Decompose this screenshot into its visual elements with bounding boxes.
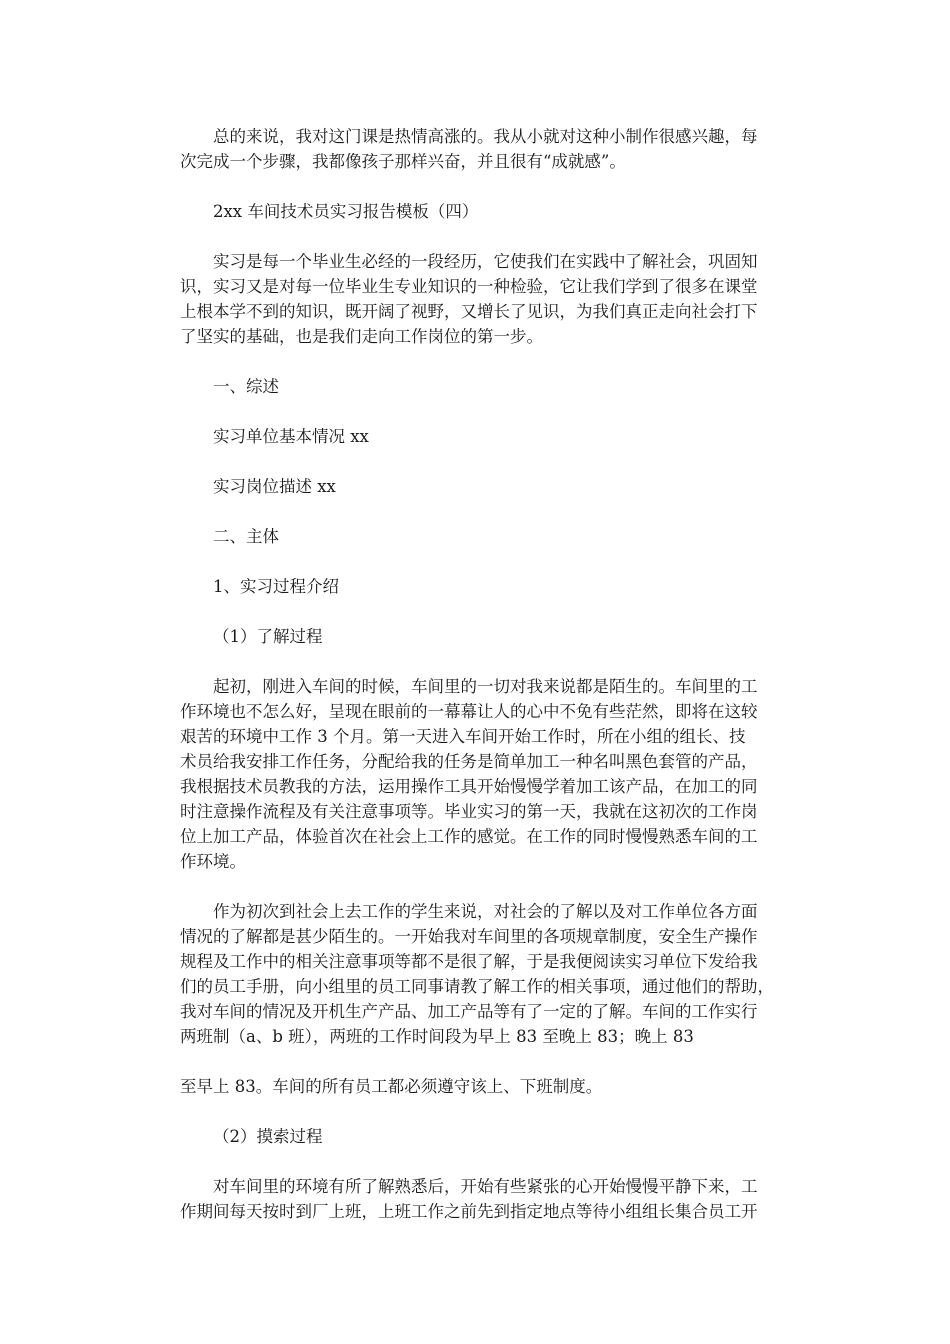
text-line: 规程及工作中的相关注意事项等都不是很了解，于是我便阅读实习单位下发给我 (180, 952, 758, 971)
heading-process (180, 574, 780, 599)
text-line: （2）摸索过程 (213, 1127, 323, 1146)
paragraph-exploration (180, 1174, 780, 1224)
text-line: 识，实习又是对每一位毕业生专业知识的一种检验，它让我们学到了很多在课堂 (180, 277, 758, 296)
text-line: 实习单位基本情况 xx (213, 427, 369, 446)
text-line: 情况的了解都是甚少陌生的。一开始我对车间里的各项规章制度，安全生产操作 (180, 927, 758, 946)
item-position (180, 474, 780, 499)
text-line: 了坚实的基础，也是我们走向工作岗位的第一步。 (180, 327, 543, 346)
text-line: 两班制（a、b 班），两班的工作时间段为早上 83 至晚上 83；晚上 83 (180, 1027, 694, 1046)
paragraph-shift-continued (180, 1074, 780, 1099)
text-line: 作环境。 (180, 852, 246, 871)
text-line: 起初，刚进入车间的时候，车间里的一切对我来说都是陌生的。车间里的工 (213, 677, 758, 696)
paragraph-intro (180, 249, 780, 349)
heading-exploration (180, 1124, 780, 1149)
text-line: 们的员工手册，向小组里的员工同事请教了解工作的相关事项，通过他们的帮助， (180, 977, 774, 996)
text-line: 我对车间的情况及开机生产产品、加工产品等有了一定的了解。车间的工作实行 (180, 1002, 758, 1021)
heading-understanding (180, 624, 780, 649)
heading-overview (180, 374, 780, 399)
paragraph-beginning (180, 674, 780, 874)
text-line: 2xx 车间技术员实习报告模板（四） (213, 202, 479, 221)
text-line: （1）了解过程 (213, 627, 323, 646)
paragraph-first-job (180, 899, 780, 1049)
text-line: 总的来说，我对这门课是热情高涨的。我从小就对这种小制作很感兴趣，每 (213, 127, 758, 146)
heading-main (180, 524, 780, 549)
text-line: 二、主体 (213, 527, 279, 546)
paragraph-summary (180, 124, 780, 174)
text-line: 我根据技术员教我的方法，运用操作工具开始慢慢学着加工该产品，在加工的同 (180, 777, 758, 796)
text-line: 术员给我安排工作任务，分配给我的任务是简单加工一种名叫黑色套管的产品， (180, 752, 758, 771)
text-line: 上根本学不到的知识，既开阔了视野，又增长了见识，为我们真正走向社会打下 (180, 302, 758, 321)
text-line: 作为初次到社会上去工作的学生来说，对社会的了解以及对工作单位各方面 (213, 902, 758, 921)
text-line: 时注意操作流程及有关注意事项等。毕业实习的第一天，我就在这初次的工作岗 (180, 802, 758, 821)
text-line: 实习是每一个毕业生必经的一段经历，它使我们在实践中了解社会，巩固知 (213, 252, 758, 271)
text-line: 次完成一个步骤，我都像孩子那样兴奋，并且很有“成就感”。 (180, 152, 626, 171)
text-line: 实习岗位描述 xx (213, 477, 336, 496)
text-line: 至早上 83。车间的所有员工都必须遵守该上、下班制度。 (180, 1077, 603, 1096)
text-line: 1、实习过程介绍 (213, 577, 339, 596)
text-line: 对车间里的环境有所了解熟悉后，开始有些紧张的心开始慢慢平静下来，工 (213, 1177, 758, 1196)
section-title (180, 199, 780, 224)
item-unit-info (180, 424, 780, 449)
text-line: 艰苦的环境中工作 3 个月。第一天进入车间开始工作时，所在小组的组长、技 (180, 727, 746, 746)
text-line: 位上加工产品，体验首次在社会上工作的感觉。在工作的同时慢慢熟悉车间的工 (180, 827, 758, 846)
text-line: 作环境也不怎么好，呈现在眼前的一幕幕让人的心中不免有些茫然，即将在这较 (180, 702, 758, 721)
text-line: 作期间每天按时到厂上班，上班工作之前先到指定地点等待小组组长集合员工开 (180, 1202, 758, 1221)
text-line: 一、综述 (213, 377, 279, 396)
